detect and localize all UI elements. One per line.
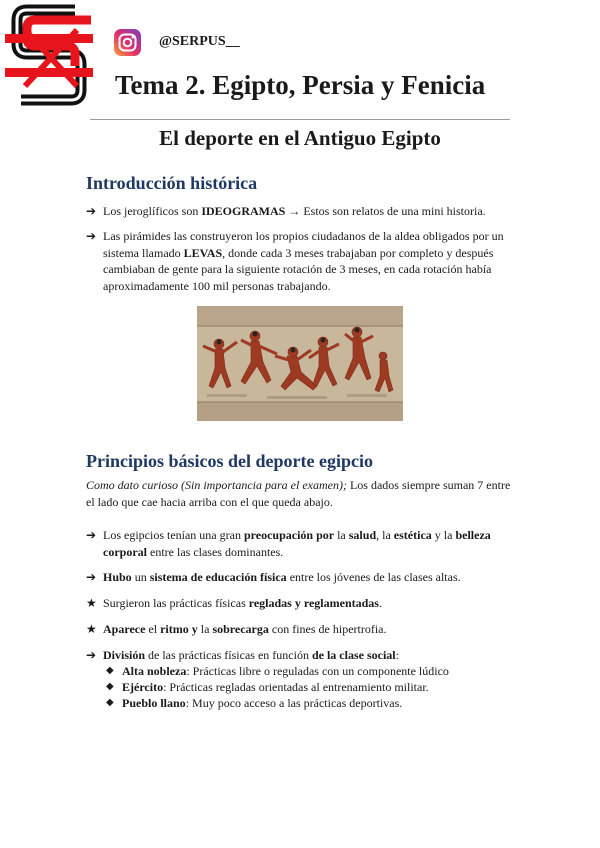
list-item: ➔ Hubo un sistema de educación física entre los jóvenes de las clases altas. — [86, 570, 461, 584]
list-item: ★ Aparece el ritmo y la sobrecarga con fines de hipertrofia. — [86, 622, 387, 636]
instagram-handle[interactable]: @SERPUS__ — [159, 34, 240, 49]
page-title: Tema 2. Egipto, Persia y Fenicia — [115, 70, 486, 100]
section-heading-principios: Principios básicos del deporte egipcio — [86, 451, 373, 471]
sub-list-item: ◆ Ejército: Prácticas regladas orientadas al entrenamiento militar. — [106, 680, 429, 694]
right-arrow-icon: ➔ — [86, 229, 97, 243]
section-heading-introduccion: Introducción histórica — [86, 173, 258, 193]
right-arrow-icon: ➔ — [86, 570, 97, 584]
list-item: ➔ Las pirámides las construyeron los propios ciudadanos de la aldea obligados por un sistema llamado LEVAS, donde cada 3 meses trabajaban por completo y después cambiaban de gente para la siguiente rotación de 3 meses, en cada rotación había aproximadamente 100 mil personas trabajando. — [86, 229, 504, 293]
sub-list-item: ◆ Pueblo llano: Muy poco acceso a las prácticas deportivas. — [106, 696, 403, 710]
curious-fact-note: Como dato curioso (Sin importancia para el examen); Los dados siempre suman 7 entre el lado que cae hacia arriba con el que queda abajo. — [86, 478, 511, 509]
diamond-icon: ◆ — [106, 697, 114, 708]
title-divider — [90, 119, 510, 120]
star-icon: ★ — [86, 622, 97, 636]
list-item: ➔ División de las prácticas físicas en función de la clase social: — [86, 648, 399, 662]
list-item: ➔ Los jeroglíficos son IDEOGRAMAS → Estos son relatos de una mini historia. — [86, 204, 486, 218]
sub-list-item: ◆ Alta nobleza: Prácticas libre o reguladas con un componente lúdico — [106, 664, 449, 678]
diamond-icon: ◆ — [106, 681, 114, 692]
egyptian-wrestlers-image — [197, 306, 403, 421]
right-arrow-icon: ➔ — [86, 648, 97, 662]
serpus-logo — [5, 4, 93, 108]
right-arrow-icon: ➔ — [86, 528, 97, 542]
document-subtitle: El deporte en el Antiguo Egipto — [159, 126, 441, 150]
list-item: ➔ Los egipcios tenían una gran preocupación por la salud, la estética y la belleza corporal entre las clases dominantes. — [86, 528, 491, 559]
star-icon: ★ — [86, 596, 97, 610]
instagram-icon[interactable] — [114, 29, 141, 56]
diamond-icon: ◆ — [106, 665, 114, 676]
list-item: ★ Surgieron las prácticas físicas regladas y reglamentadas. — [86, 596, 382, 610]
right-arrow-icon: ➔ — [86, 204, 97, 218]
